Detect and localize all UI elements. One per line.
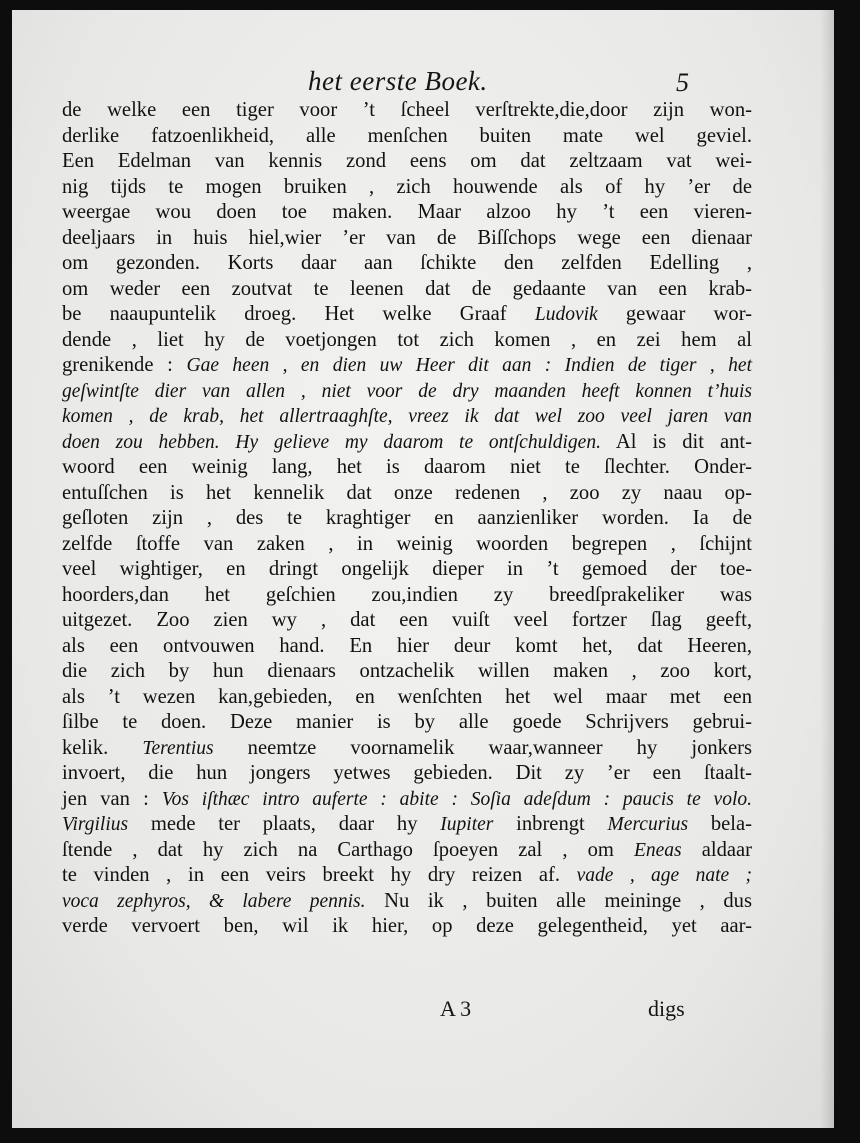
text-segment: zelfde ſtoffe van zaken , in weinig woorden begrepen , ſchijnt — [62, 532, 752, 555]
text-segment: hoorders,dan het geſchien zou,indien zy breedſprakeliker was — [62, 583, 752, 606]
text-segment: gewaar wor- — [597, 303, 752, 325]
text-line — [62, 506, 752, 532]
text-line — [62, 787, 752, 813]
text-segment: deeljaars in huis hiel,wier ’er van de Biſſchops wege een dienaar — [62, 226, 752, 249]
text-segment: weergae wou doen toe maken. Maar alzoo hy ’t een vieren- — [62, 201, 752, 223]
text-segment: om gezonden. Korts daar aan ſchikte den zelfden Edelling , — [62, 252, 752, 274]
page-header — [12, 62, 834, 102]
text-segment: geſloten zijn , des te kraghtiger en aanzienliker worden. Ia de — [62, 507, 752, 529]
text-line — [62, 481, 752, 507]
text-line — [62, 863, 752, 889]
catchword: digs — [648, 996, 685, 1021]
text-line — [62, 838, 752, 864]
text-segment: woord een weinig lang, het is daarom niet te ſlechter. Onder- — [62, 456, 752, 478]
text-segment: bela- — [688, 813, 752, 835]
italic-text: Gae heen , en dien uw Heer dit aan : Indien de tiger , het — [186, 355, 752, 376]
text-segment: kelik. — [62, 736, 143, 759]
text-segment: veel wightiger, en dringt ongelijk dieper in ’t gemoed der toe- — [62, 558, 752, 580]
text-line — [62, 430, 752, 456]
text-line — [62, 634, 752, 660]
text-segment: als ’t wezen kan,gebieden, en wenſchten het wel maar met een — [62, 685, 752, 708]
text-segment: ſtende , dat hy zich na Carthago ſpoeyen zal , om — [62, 838, 634, 861]
text-segment: te vinden , in een veirs breekt hy dry reizen af. — [62, 864, 577, 886]
text-line — [62, 659, 752, 685]
italic-text: komen , de krab, het allertraaghſte, vreez ik dat wel zoo veel jaren van — [62, 406, 752, 427]
text-line — [62, 175, 752, 201]
text-line — [62, 685, 752, 711]
text-segment: entuſſchen is het kennelik dat onze redenen , zoo zy naau op- — [62, 481, 752, 504]
text-line — [62, 532, 752, 558]
text-line — [62, 251, 752, 277]
text-line — [62, 328, 752, 354]
text-segment: jen van : — [62, 787, 162, 810]
text-line — [62, 608, 752, 634]
text-segment: nig tijds te mogen bruiken , zich houwende als of hy ’er de — [62, 175, 752, 198]
text-segment: invoert, die hun jongers yetwes gebieden. Dit zy ’er een ſtaalt- — [62, 762, 752, 784]
page-footer — [12, 992, 834, 1028]
text-line — [62, 583, 752, 609]
text-line — [62, 455, 752, 481]
italic-text: Terentius — [142, 737, 214, 759]
italic-text: Ludovik — [534, 304, 598, 325]
text-line — [62, 404, 752, 430]
page-number: 5 — [676, 68, 689, 97]
text-line — [62, 124, 752, 150]
text-segment: mede ter plaats, daar hy — [128, 813, 441, 835]
text-segment: die zich by hun dienaars ontzachelik willen maken , zoo kort, — [62, 660, 752, 682]
italic-text: Virgilius — [62, 814, 129, 835]
text-line — [62, 98, 752, 124]
text-segment: Al is dit ant- — [600, 430, 752, 453]
body-text — [62, 98, 752, 940]
text-line — [62, 889, 752, 915]
text-line — [62, 557, 752, 583]
signature-mark: A 3 — [440, 996, 472, 1021]
text-segment: om weder een zoutvat te leenen dat de gedaante van een krab- — [62, 277, 752, 300]
running-title: het eerste Boek. — [308, 66, 488, 96]
text-segment: neemtze voornamelik waar,wanneer hy jonkers — [213, 736, 752, 759]
text-segment: uitgezet. Zoo zien wy , dat een vuiſt veel fortzer ſlag geeft, — [62, 609, 752, 631]
text-line — [62, 226, 752, 252]
text-line — [62, 149, 752, 175]
text-line — [62, 914, 752, 940]
text-line — [62, 761, 752, 787]
italic-text: doen zou hebben. Hy gelieve my daarom te ontſchuldigen. — [62, 431, 601, 453]
text-segment: grenikende : — [62, 354, 187, 376]
italic-text: Iupiter — [440, 814, 494, 835]
text-line — [62, 200, 752, 226]
text-line — [62, 812, 752, 838]
text-segment: dende , liet hy de voetjongen tot zich komen , en zei hem al — [62, 328, 752, 351]
book-page — [12, 10, 834, 1128]
italic-text: Vos iſthæc intro auferte : abite : Soſia adeſdum : paucis te volo. — [161, 788, 752, 810]
text-segment: als een ontvouwen hand. En hier deur komt het, dat Heeren, — [62, 634, 752, 657]
italic-text: geſwintſte dier van allen , niet voor de dry maanden heeft konnen t’huis — [62, 380, 752, 402]
text-segment: Een Edelman van kennis zond eens om dat zeltzaam vat wei- — [62, 150, 752, 172]
text-segment: be naaupuntelik droeg. Het welke Graaf — [62, 303, 535, 325]
text-line — [62, 710, 752, 736]
text-line — [62, 353, 752, 379]
text-segment: de welke een tiger voor ’t ſcheel verſtrekte,die,door zijn won- — [62, 99, 752, 121]
italic-text: vade , age nate ; — [576, 865, 752, 886]
text-segment: ſilbe te doen. Deze manier is by alle goede Schrijvers gebrui- — [62, 711, 752, 733]
italic-text: Mercurius — [607, 814, 689, 835]
italic-text: Eneas — [633, 839, 682, 861]
text-segment: verde vervoert ben, wil ik hier, op deze gelegentheid, yet aar- — [62, 915, 752, 937]
text-line — [62, 277, 752, 303]
text-segment: inbrengt — [493, 813, 608, 835]
text-line — [62, 736, 752, 762]
text-line — [62, 379, 752, 405]
text-segment: Nu ik , buiten alle meininge , dus — [365, 889, 752, 912]
text-segment: derlike fatzoenlikheid, alle menſchen buiten mate wel geviel. — [62, 124, 752, 147]
text-segment: aldaar — [681, 838, 753, 861]
italic-text: voca zephyros, & labere pennis. — [62, 890, 366, 912]
text-line — [62, 302, 752, 328]
page-edge-shadow — [820, 10, 834, 1128]
